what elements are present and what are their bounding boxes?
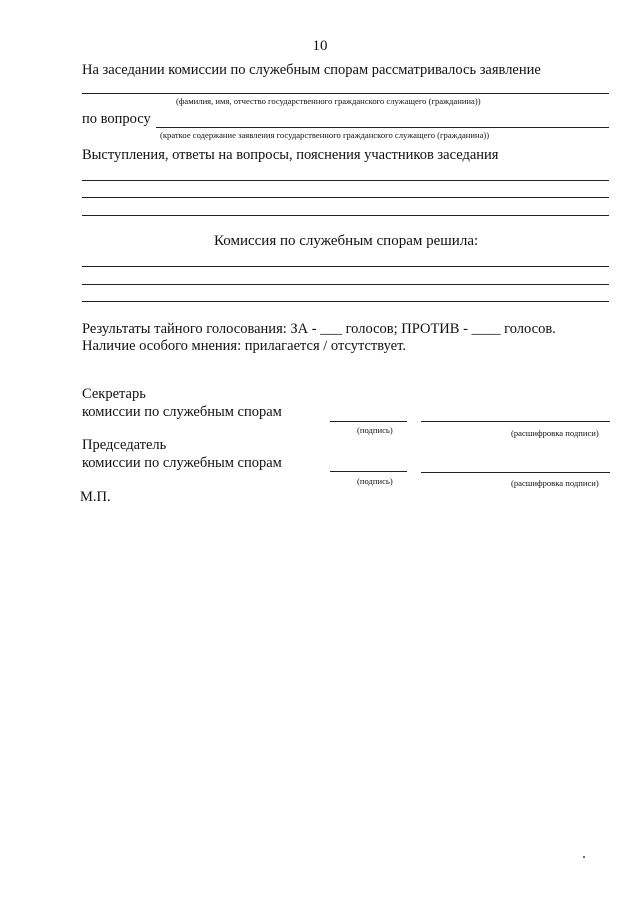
secretary-decode-line	[421, 421, 610, 422]
chair-title: Председатель	[82, 437, 167, 453]
decision-line-1	[82, 266, 609, 267]
fio-hint: (фамилия, имя, отчество государственного гражданского служащего (гражданина))	[176, 96, 481, 106]
decision-heading: Комиссия по служебным спорам решила:	[214, 233, 479, 249]
chair-decode-label: (расшифровка подписи)	[511, 478, 599, 488]
secretary-signature-line	[330, 421, 407, 422]
question-line	[156, 127, 609, 128]
secretary-commission: комиссии по служебным спорам	[82, 404, 282, 420]
chair-signature-line	[330, 471, 407, 472]
dissent-text: Наличие особого мнения: прилагается / отсутствует.	[82, 338, 406, 354]
decision-line-3	[82, 301, 609, 302]
secretary-decode-label: (расшифровка подписи)	[511, 428, 599, 438]
fio-line	[82, 93, 609, 94]
speeches-line-3	[82, 215, 609, 216]
speeches-line-2	[82, 197, 609, 198]
vote-results: Результаты тайного голосования: ЗА - ___ голосов; ПРОТИВ - ____ голосов.	[82, 321, 556, 337]
stamp-mark: М.П.	[80, 489, 111, 505]
intro-text: На заседании комиссии по служебным спорам рассматривалось заявление	[82, 62, 541, 78]
speeches-label: Выступления, ответы на вопросы, пояснения участников заседания	[82, 147, 499, 163]
page-number: 10	[312, 38, 328, 54]
decision-line-2	[82, 284, 609, 285]
scan-speck	[583, 856, 585, 858]
speeches-line-1	[82, 180, 609, 181]
po-voprosu-label: по вопросу	[82, 111, 151, 127]
chair-decode-line	[421, 472, 610, 473]
chair-sig-label: (подпись)	[357, 476, 393, 486]
summary-hint: (краткое содержание заявления государственного гражданского служащего (гражданина))	[160, 130, 490, 140]
chair-commission: комиссии по служебным спорам	[82, 455, 282, 471]
secretary-sig-label: (подпись)	[357, 425, 393, 435]
secretary-title: Секретарь	[82, 386, 146, 402]
